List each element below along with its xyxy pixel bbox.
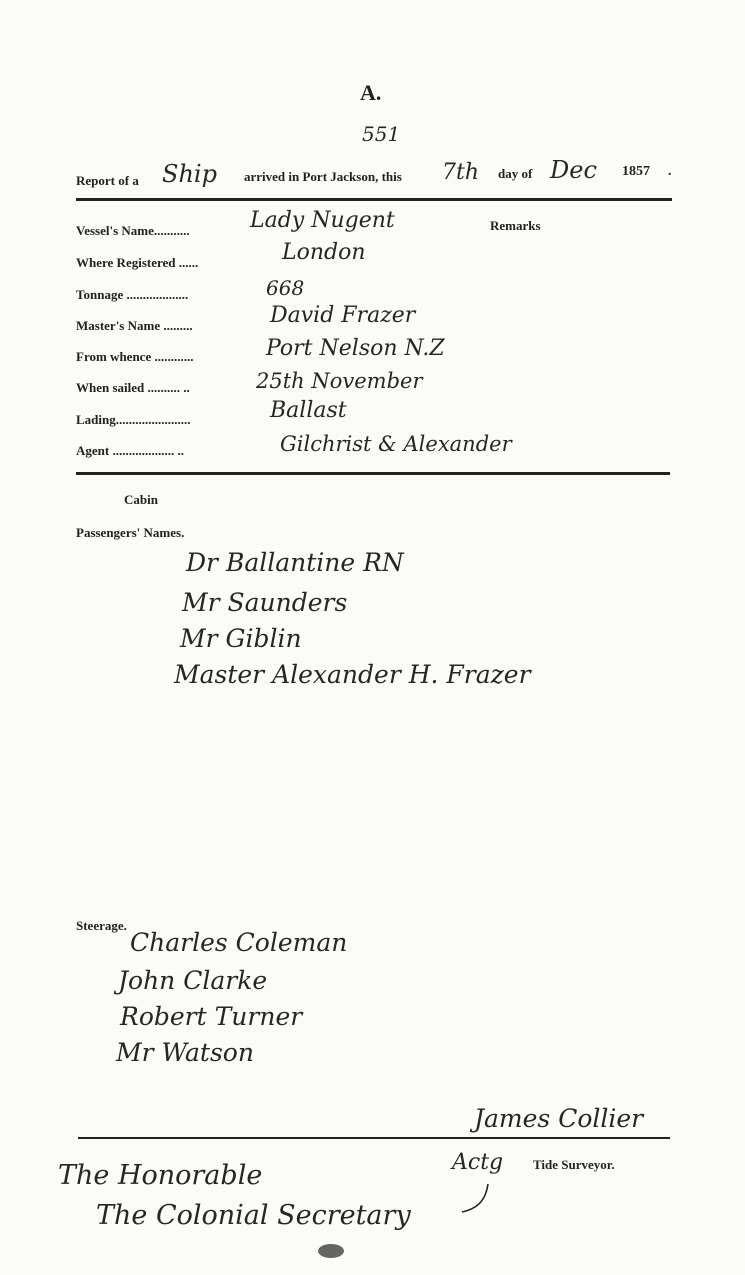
steerage-passenger: Charles Coleman <box>130 928 348 957</box>
steerage-passenger: Mr Watson <box>116 1038 254 1067</box>
day-of-label: day of <box>498 166 533 181</box>
tide-surveyor-title: Tide Surveyor. <box>533 1157 615 1172</box>
steerage-passenger: Robert Turner <box>120 1002 303 1031</box>
remarks-label: Remarks <box>490 218 541 233</box>
lading-label: Lading....................... <box>76 412 191 427</box>
arrival-month: Dec <box>550 156 597 184</box>
form-number: 551 <box>362 122 401 146</box>
cabin-passenger: Mr Saunders <box>182 588 348 617</box>
where-registered-value: London <box>282 240 366 265</box>
arrival-year: 1857 <box>622 164 650 179</box>
header-rule <box>76 198 672 201</box>
when-sailed-label: When sailed .......... .. <box>76 380 190 395</box>
surveyor-signature: James Collier <box>474 1104 644 1133</box>
passengers-label: Passengers' Names. <box>76 525 185 540</box>
from-whence-value: Port Nelson N.Z <box>266 336 445 361</box>
masters-name-label: Master's Name ......... <box>76 318 193 333</box>
signature-rule <box>78 1137 670 1139</box>
cabin-passenger: Mr Giblin <box>180 624 302 653</box>
tonnage-label: Tonnage ................... <box>76 287 189 302</box>
ink-blot <box>318 1244 344 1258</box>
vessel-type: Ship <box>162 160 217 188</box>
cabin-passenger: Dr Ballantine RN <box>186 548 404 577</box>
acting-mark: Actg <box>452 1150 504 1175</box>
details-rule <box>76 472 670 475</box>
when-sailed-value: 25th November <box>256 369 423 393</box>
where-registered-label: Where Registered ...... <box>76 255 199 270</box>
lading-value: Ballast <box>270 398 347 423</box>
report-of-a-label: Report of a <box>76 173 139 188</box>
agent-label: Agent ................... .. <box>76 443 184 458</box>
report-header <box>76 156 676 190</box>
masters-name-value: David Frazer <box>270 303 416 328</box>
from-whence-label: From whence ............ <box>76 349 194 364</box>
tonnage-value: 668 <box>266 276 305 300</box>
vessel-name-label: Vessel's Name........... <box>76 223 190 238</box>
cabin-label: Cabin <box>124 492 158 507</box>
vessel-name-value: Lady Nugent <box>250 208 395 233</box>
signature-flourish <box>456 1180 496 1220</box>
arrival-day: 7th <box>442 160 480 185</box>
steerage-label: Steerage. <box>76 918 127 933</box>
steerage-passenger: John Clarke <box>118 966 268 995</box>
header-period: . <box>668 164 672 179</box>
agent-value: Gilchrist & Alexander <box>280 432 512 456</box>
addressee-line-1: The Honorable <box>58 1160 263 1191</box>
addressee-line-2: The Colonial Secretary <box>96 1200 411 1231</box>
form-letter: A. <box>360 80 382 105</box>
cabin-passenger: Master Alexander H. Frazer <box>174 660 531 689</box>
arrived-label: arrived in Port Jackson, this <box>244 169 402 184</box>
